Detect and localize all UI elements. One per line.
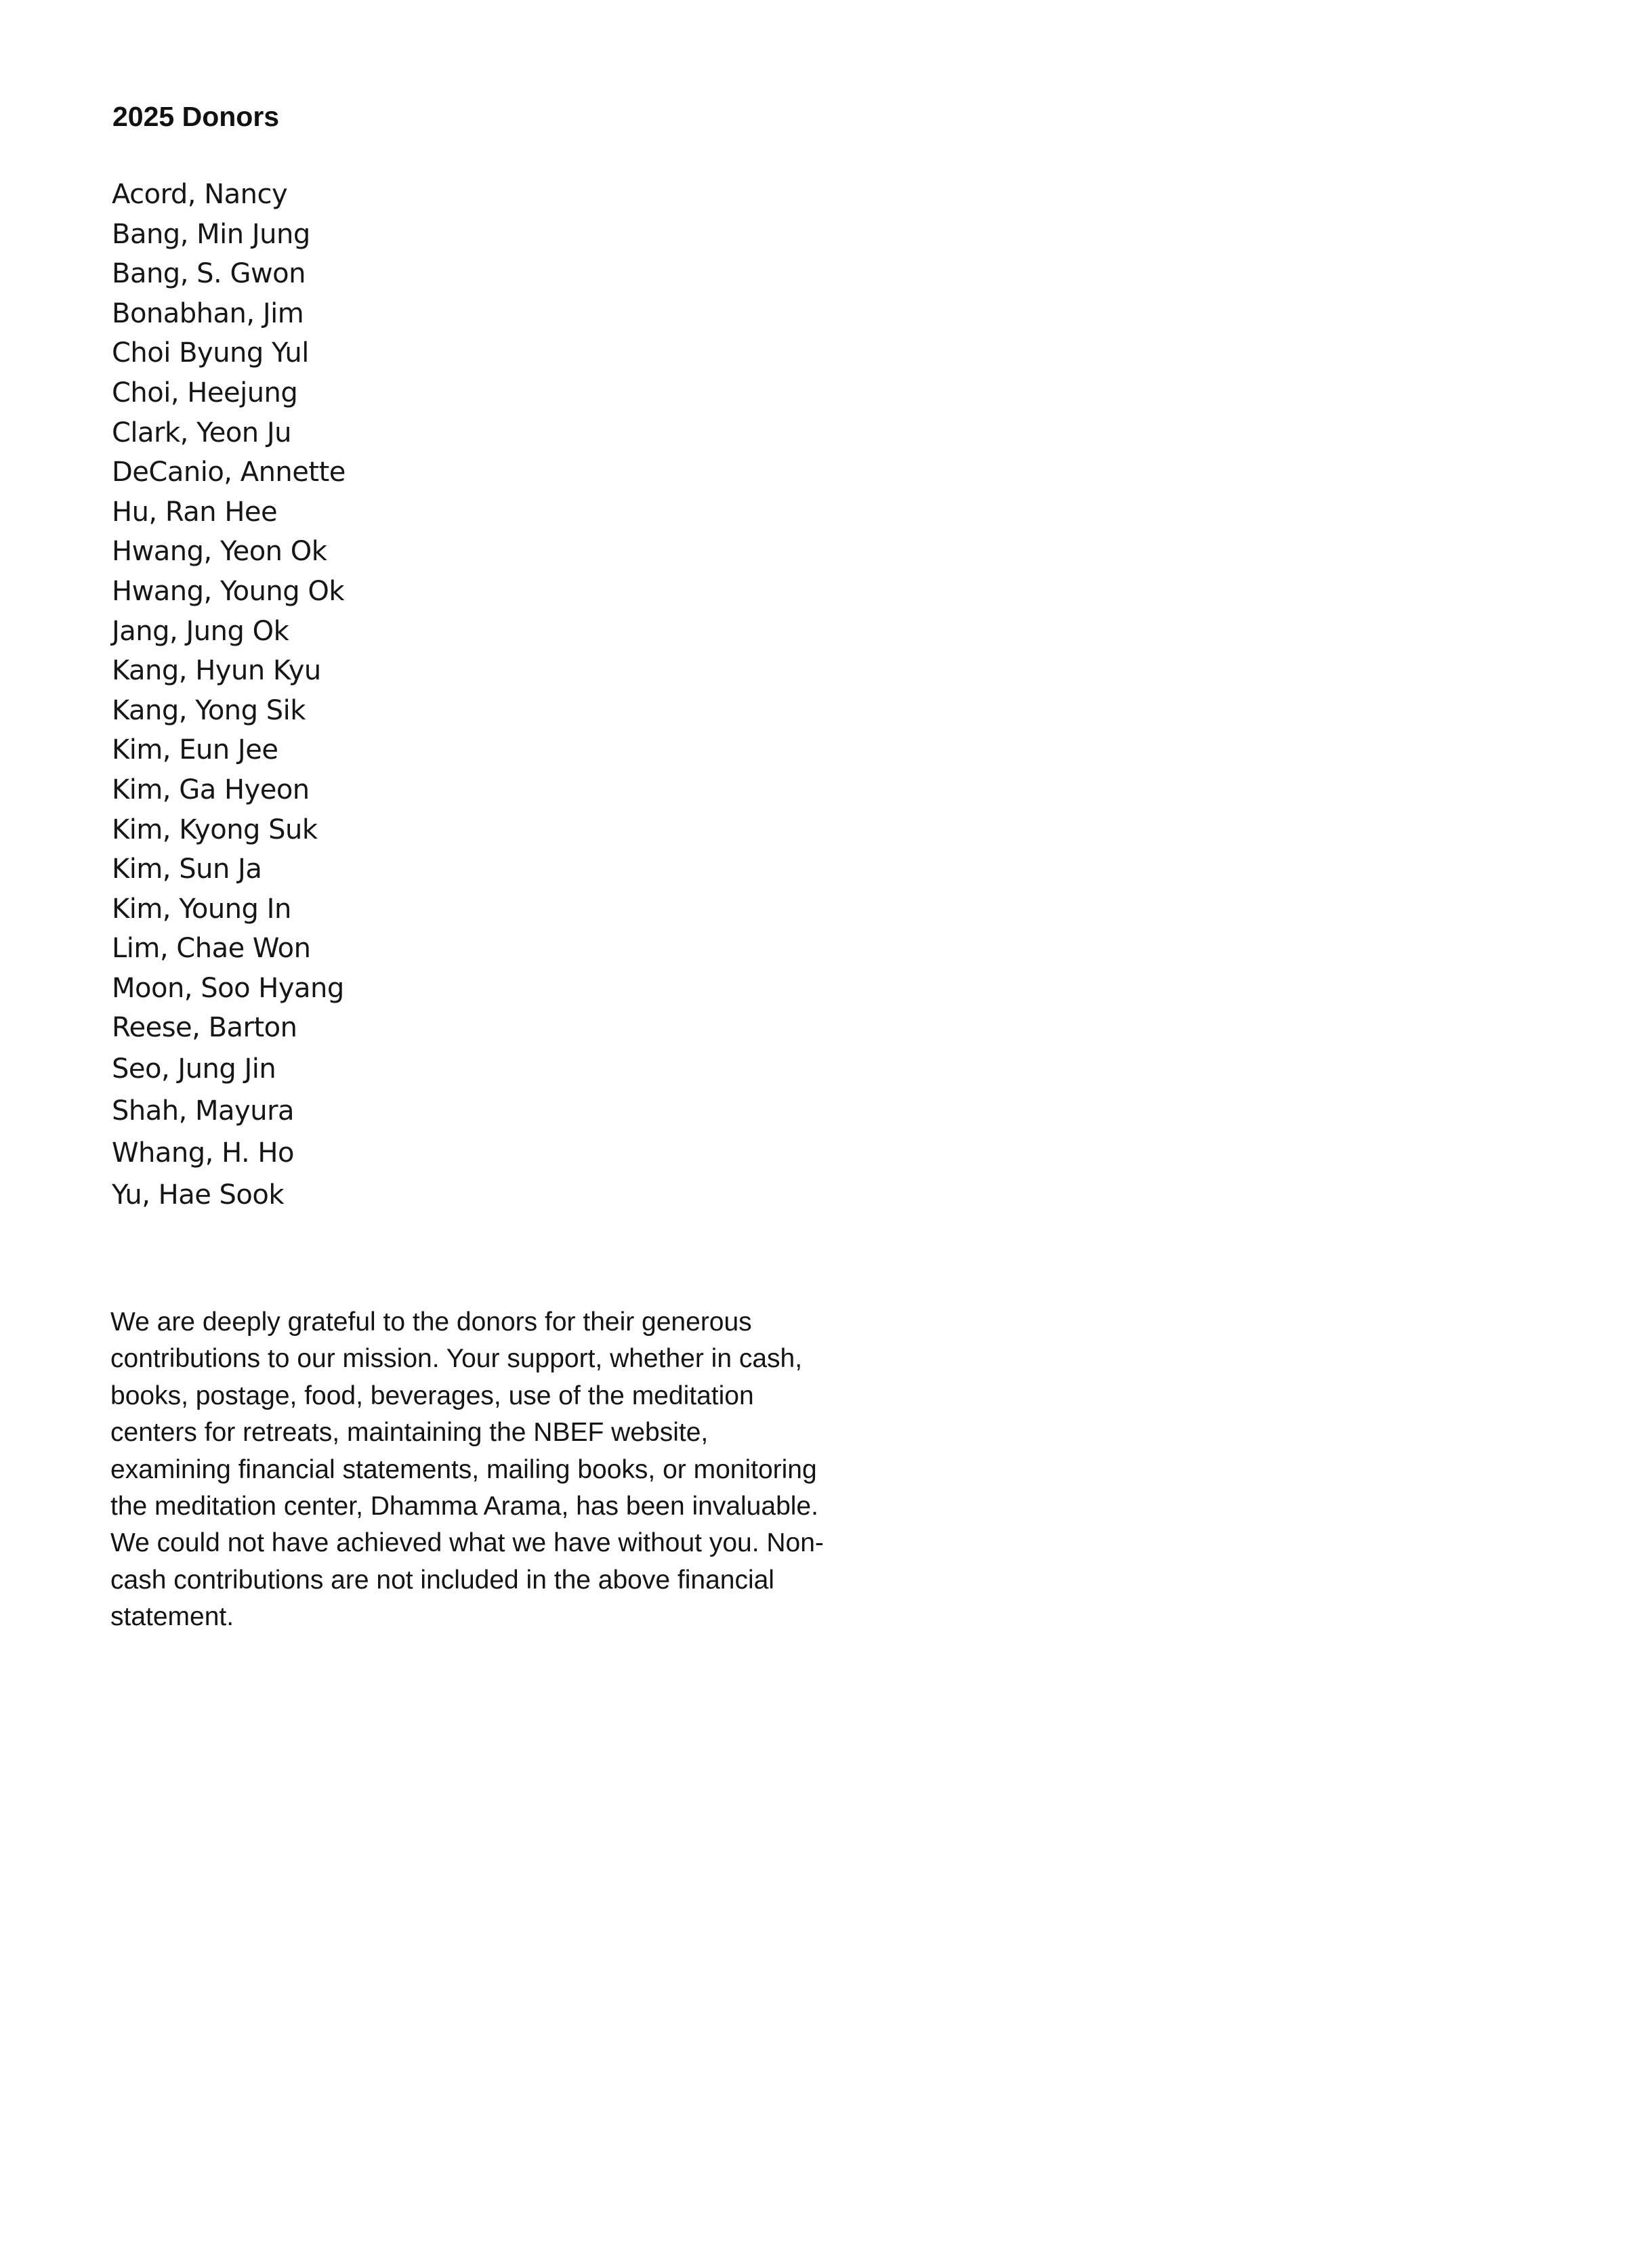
donor-name: Choi, Heejung [112, 377, 298, 408]
donor-name: Moon, Soo Hyang [112, 972, 344, 1004]
donor-name: Kim, Young In [112, 893, 291, 925]
donor-name: Kang, Hyun Kyu [112, 655, 321, 687]
donor-name: DeCanio, Annette [112, 457, 346, 488]
donor-name: Hwang, Young Ok [112, 575, 345, 607]
donor-name: Reese, Barton [112, 1012, 297, 1044]
donor-name: Clark, Yeon Ju [112, 417, 292, 448]
donor-name: Seo, Jung Jin [112, 1053, 276, 1085]
donor-list [112, 175, 346, 1216]
donor-name: Lim, Chae Won [112, 933, 311, 965]
donor-name: Hwang, Yeon Ok [112, 536, 327, 568]
donor-name: Hu, Ran Hee [112, 496, 278, 528]
donor-name: Kang, Yong Sik [112, 694, 306, 726]
page-title: 2025 Donors [112, 101, 280, 132]
donor-name: Bonabhan, Jim [112, 297, 304, 329]
donor-name: Jang, Jung Ok [112, 615, 289, 647]
donor-name: Kim, Ga Hyeon [112, 774, 310, 805]
donor-name: Bang, Min Jung [112, 218, 310, 250]
donor-name: Yu, Hae Sook [112, 1179, 285, 1211]
donor-name: Shah, Mayura [112, 1095, 295, 1127]
donor-name: Whang, H. Ho [112, 1137, 294, 1169]
donor-name: Kim, Kyong Suk [112, 814, 318, 845]
acknowledgement-paragraph: We are deeply grateful to the donors for their generous contributions to our mission. Your support, whether in cash, books, postage, food, beverages, use of the meditation centers for retreats, maintaining the NBEF website, examining financial statements, mailing books, or monitoring the meditation center, Dhamma Arama, has been invaluable. We could not have achieved what we have without you. Non-cash contributions are not included in the above financial statement. [110, 1307, 824, 1632]
donor-name: Bang, S. Gwon [112, 258, 306, 290]
donor-name: Kim, Sun Ja [112, 854, 262, 885]
donor-name: Acord, Nancy [112, 179, 288, 210]
donor-name: Kim, Eun Jee [112, 734, 278, 766]
donor-name: Choi Byung Yul [112, 337, 309, 369]
